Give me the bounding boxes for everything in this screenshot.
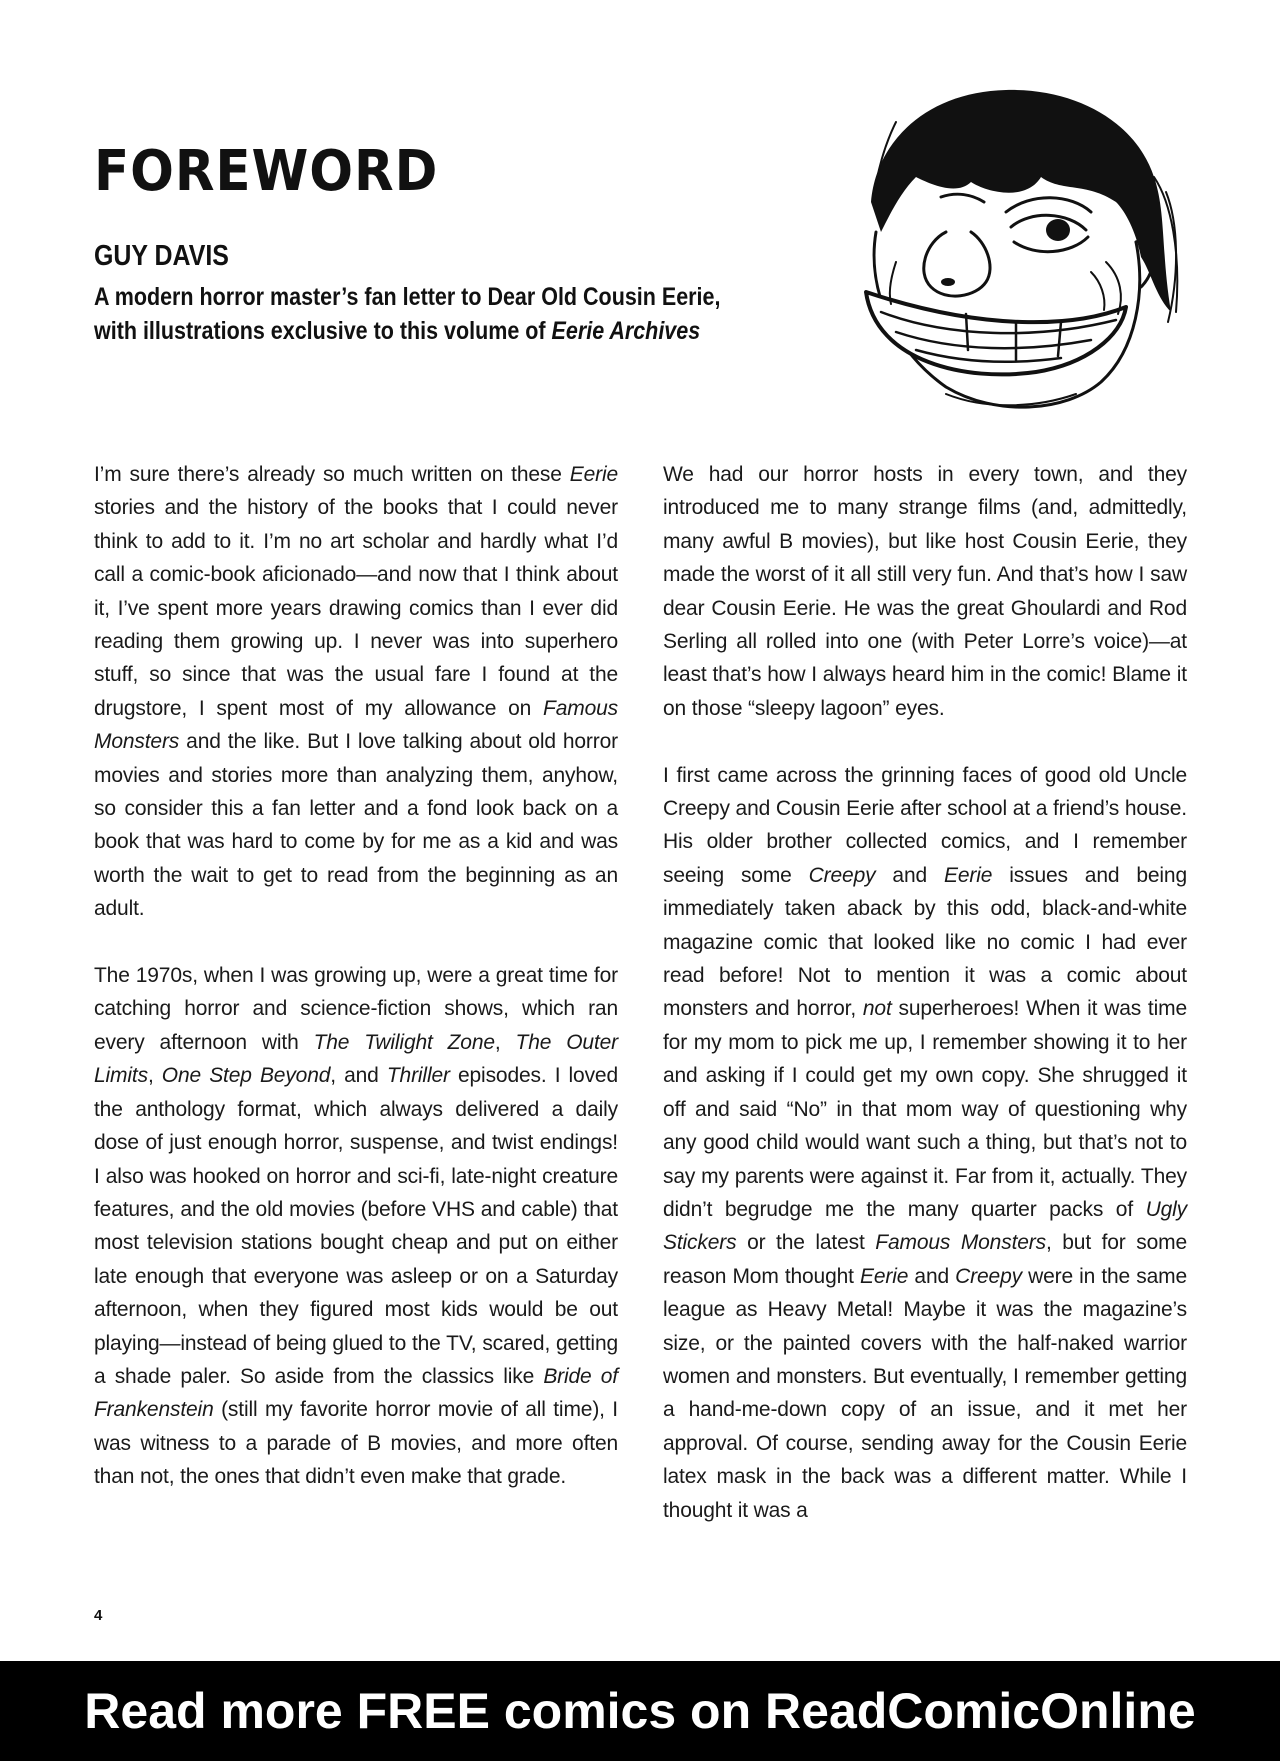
subtitle-book-title: Eerie Archives	[551, 317, 701, 345]
subtitle-line-2: with illustrations exclusive to this volume of	[94, 317, 552, 345]
paragraph: I’m sure there’s already so much written on these Eerie stories and the history of the books that I could never think to add to it. I’m no art scholar and hardly what I’d call a comic-book aficionado—and now that I think about it, I’ve spent more years drawing comics than I ever did reading them growing up. I never was into superhero stuff, so since that was the usual fare I found at the drugstore, I spent most of my allowance on Famous Monsters and the like. But I love talking about old horror movies and stories more than analyzing them, anyhow, so consider this a fan letter and a fond look back on a book that was hard to come by for me as a kid and was worth the wait to get to read from the beginning as an adult.	[94, 463, 618, 921]
author-name: GUY DAVIS	[94, 240, 229, 272]
paragraph: We had our horror hosts in every town, and they introduced me to many strange films (and, admittedly, many awful B movies), but like host Cousin Eerie, they made the worst of it all still very fun. And that’s how I saw dear Cousin Eerie. He was the great Ghoulardi and Rod Serling all rolled into one (with Peter Lorre’s voice)—at least that’s how I always heard him in the comic! Blame it on those “sleepy lagoon” eyes.	[663, 463, 1187, 720]
paragraph: I first came across the grinning faces of good old Uncle Creepy and Cousin Eerie after school at a friend’s house. His older brother collected comics, and I remember seeing some Creepy and Eerie issues and being immediately taken aback by this odd, black-and-white magazine comic that looked like no comic I had ever read before! Not to mention it was a comic about monsters and horror, not superheroes! When it was time for my mom to pick me up, I remember showing it to her and asking if I could get my own copy. She shrugged it off and said “No” in that mom way of questioning why any good child would want such a thing, but that’s not to say my parents were against it. Far from it, actually. They didn’t begrudge me the many quarter packs of Ugly Stickers or the latest Famous Monsters, but for some reason Mom thought Eerie and Creepy were in the same league as Heavy Metal! Maybe it was the magazine’s size, or the painted covers with the half-naked warrior women and monsters. But eventually, I remember getting a hand-me-down copy of an issue, and it met her approval. Of course, sending away for the Cousin Eerie latex mask in the back was a different matter. While I thought it was a	[663, 763, 1187, 1522]
page-number: 4	[94, 1607, 103, 1624]
article-column-right	[663, 458, 1187, 1560]
promo-banner-text[interactable]: Read more FREE comics on ReadComicOnline	[84, 1683, 1196, 1739]
article-column-left	[94, 458, 618, 1527]
page-title: FOREWORD	[94, 139, 439, 204]
promo-banner[interactable]	[0, 1661, 1280, 1761]
subtitle-line-1: A modern horror master’s fan letter to Dear Old Cousin Eerie,	[94, 283, 721, 311]
subtitle	[94, 280, 765, 348]
grinning-face-sketch-icon	[836, 82, 1186, 430]
paragraph: The 1970s, when I was growing up, were a great time for catching horror and science-fiction shows, which ran every afternoon with The Twilight Zone, The Outer Limits, One Step Beyond, and Thriller episodes. I loved the anthology format, which always delivered a daily dose of just enough horror, suspense, and twist endings! I also was hooked on horror and sci-fi, late-night creature features, and the old movies (before VHS and cable) that most television stations bought cheap and put on either late enough that everyone was asleep or on a Saturday afternoon, when they figured most kids would be out playing—instead of being glued to the TV, scared, getting a shade paler. So aside from the classics like Bride of Frankenstein (still my favorite horror movie of all time), I was witness to a parade of B movies, and more often than not, the ones that didn’t even make that grade.	[94, 964, 618, 1489]
